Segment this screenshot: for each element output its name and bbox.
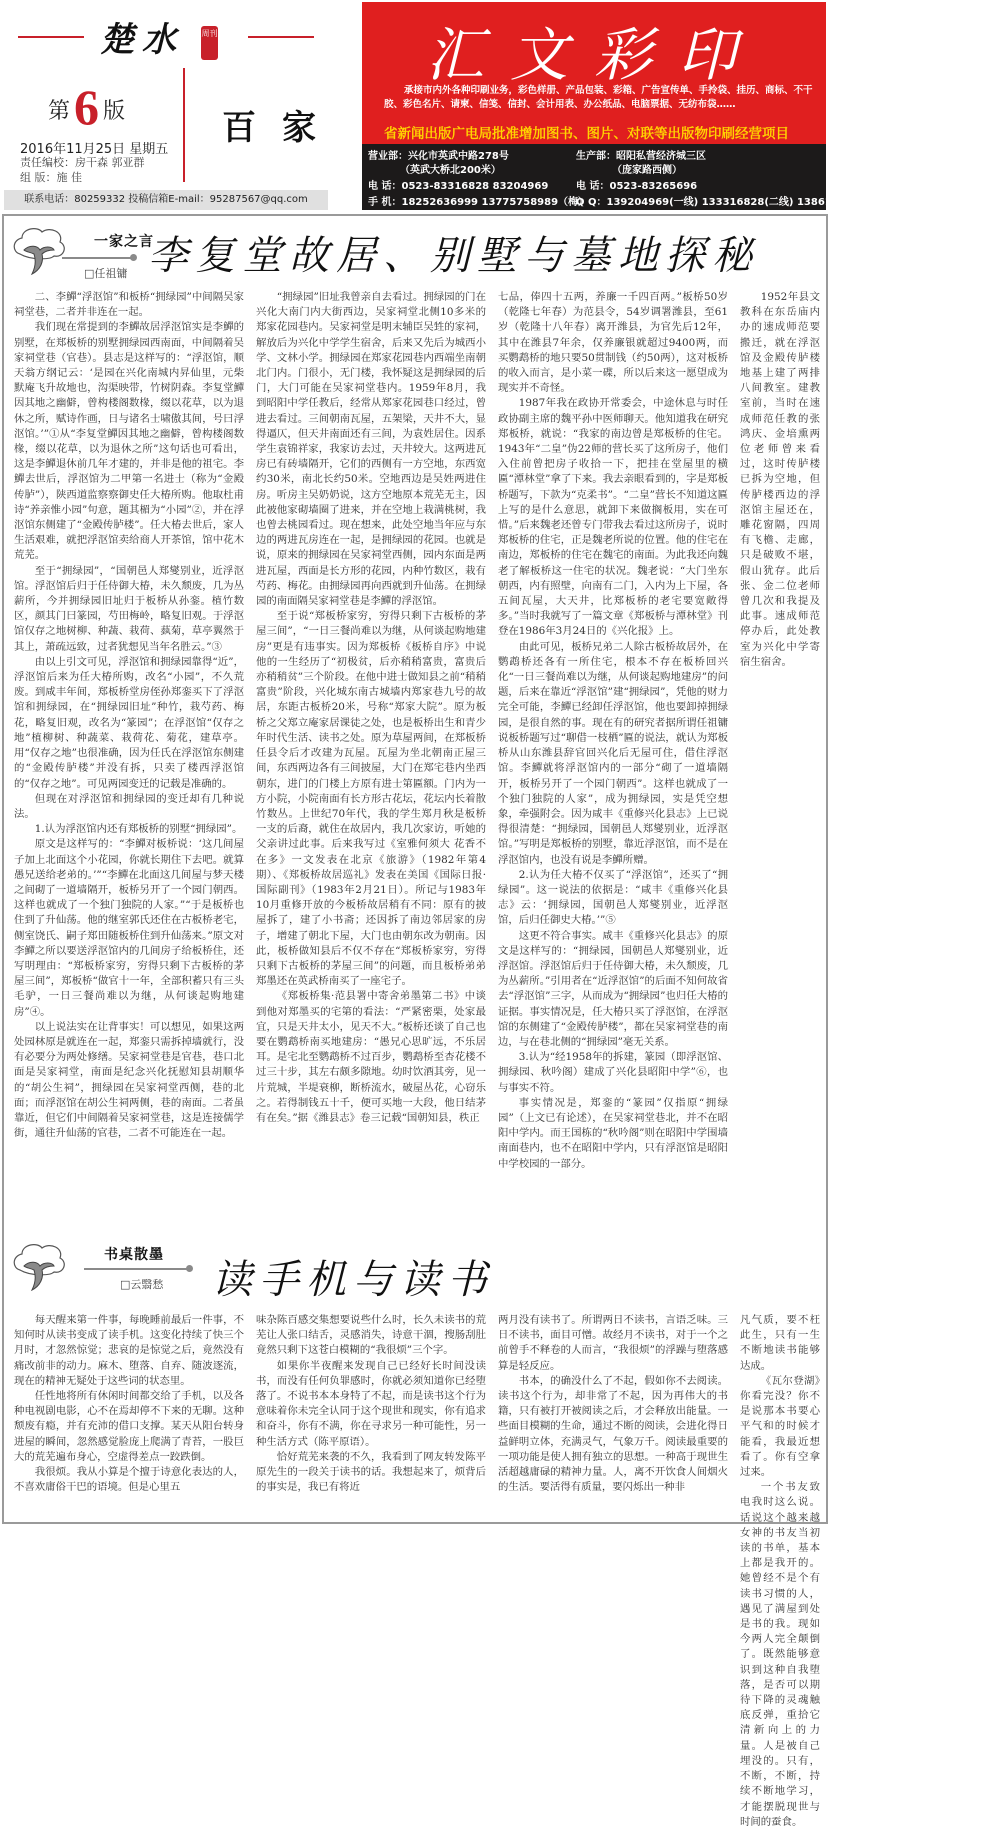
layout-line: 组 版：施 佳 [20, 171, 82, 184]
paragraph: 我很烦。我从小算是个擅于诗意化表达的人，不喜欢庸俗干巴的语境。但是心里五 [14, 1466, 244, 1494]
article1-column-1 [14, 290, 244, 1212]
editors [20, 155, 145, 185]
newspaper-title: 楚水 [100, 20, 184, 60]
paragraph: 《瓦尔登湖》你看完没？你不是说那本书要心平气和的时候才能看，我最近想看了。你有空拿过来。 [740, 1374, 820, 1479]
author-byline: □任祖镛 [84, 267, 128, 280]
paragraph: 这更不符合事实。咸丰《重修兴化县志》的原文是这样写的：“拥绿园，国朝邑人郑燮别业，近浮沤馆。浮沤馆后归于任侍御大椿，未久颓废，几为丛薪所。”引用者在“近浮沤馆”的后面不知何故省去“浮沤馆”三字，从而成为“拥绿园”也归任大椿的证据。事实情况是，任大椿只买了浮沤馆，在浮沤馆的东侧建了“金殿传胪楼”，都在吴家祠堂巷的南边，与在巷北侧的“拥绿园”毫无关系。 [498, 929, 728, 1048]
kicker-dot [130, 254, 137, 261]
ad-sales-address: 营业部：兴化市英武中路278号 [368, 151, 509, 162]
article2-column-3 [498, 1313, 728, 1519]
paragraph: 任性地将所有休闲时间都交给了手机，以及各种电视剧电影，心不在焉却停不下来的无聊。这种颓废有瘾，并有充沛的借口支撑。某天从阳台转身进屋的瞬间，忽然感觉脸庞上爬满了青苔，一股巨大的荒芜遍布身心，空虚得差点一跤跌倒。 [14, 1390, 244, 1463]
article2-column-4 [740, 1313, 820, 1828]
paragraph: 2.认为任大椿不仅买了“浮沤馆”，还买了“拥绿园”。这一说法的依据是：“咸丰《重修兴化县志》云：‘拥绿园，国朝邑人郑燮别业，近浮沤馆，后归任御史大椿。’”⑤ [498, 868, 728, 927]
paragraph: 由此可见，板桥兄弟二人除古板桥故居外，在鹦鹉桥还各有一所住宅，根本不存在板桥回兴化“一日三餐尚难以为继，从何谈起购地建房”的问题，后来在靠近“浮沤馆”建“拥绿园”，凭他的财力完全可能，李鱓已经卸任浮沤馆，他也要卸掉拥绿园，是很自然的事。现在有的研究者据所谓任祖镛说板桥题写过“聊借一枝栖”匾的说法，就认为郑板桥从山东潍县辞官回兴化后无屋可住，借住浮沤馆。李鱓就将浮沤馆内的一部分“砌了一道墙隔开，板桥另开了一个园门朝西”。这样也就成了一个独门独院的人家”，成为拥绿园，实是凭空想象，牵强附会。因为咸丰《重修兴化县志》上已说得很清楚：“拥绿园，国朝邑人郑燮别业，近浮沤馆。”写明是郑板桥的别墅，靠近浮沤馆，而不是在浮沤馆内，也没有说是李鱓所赠。 [498, 640, 728, 866]
ad-qq: Q Q：139204969(一线) 133316828(二线) 138616399(三线) [576, 197, 889, 208]
article-headline: 读手机与读书 [212, 1257, 494, 1303]
editor-line: 责任编校：房干森 郭亚群 [20, 156, 145, 169]
paragraph: 至于“拥绿园”，“国朝邑人郑燮别业，近浮沤馆。浮沤馆后归于任侍御大椿，未久颓废，几为丛薪所，今并拥绿园旧址归于板桥从孙銮。植竹数区，颜其门曰篆园，芍田梅岭，略复旧观。于浮沤馆仅存之地树柳、种蔬、栽荷、蓺菊，草亭翼然于其上，萧疏远致，过者犹想见当年名胜云。”③ [14, 564, 244, 653]
paragraph: 七品，俸四十五两，养廉一千四百两。”板桥50岁（乾隆七年春）为范县令，54岁调署潍县，至61岁（乾隆十八年春）离开潍县，为官先后12年，其中在潍县7年余，仅养廉银就超过9400两，而买鹦鹉桥的地只要50贯制钱（约50两），这对板桥的收入而言，是小菜一碟，所以后来这一愿望成为现实并不奇怪。 [498, 291, 728, 395]
page-number-digit: 6 [74, 79, 100, 135]
masthead-rule-left [18, 36, 84, 38]
paragraph: 但现在对浮沤馆和拥绿园的变迁却有几种说法。 [14, 792, 244, 820]
paragraph: 如果你半夜醒来发现自己已经好长时间没读书，而没有任何负罪感时，你就必须知道你已经堕落了。不说书本本身特了不起，而是读书这个行为意味着你未完全认同于这个现世和现实，你有追求和奋斗，你有不满，你在寻求另一种可能性，另一种生活方式（陈平原语）。 [256, 1359, 486, 1448]
page-number [48, 78, 125, 136]
issue-date: 2016年11月25日 星期五 [20, 142, 169, 157]
ad-production-address: 生产部：昭阳私营经济城三区 [576, 151, 706, 162]
paragraph: 《郑板桥集·范县署中寄舍弟墨第二书》中谈到他对郑墨买的宅第的看法：“严紧密栗，处家最宜，只是天井太小，见天不大。”板桥还谈了自己也要在鹦鹉桥南买地建房：“愚兄心思旷远，不乐居耳。是宅北至鹦鹉桥不过百步，鹦鹉桥至杏花楼不过三十步，其左右颇多隙地。幼时饮酒其旁，见一片荒城，半堤衰柳，断桥流水，破屋丛花，心窃乐之。若得制钱五十千，便可买地一大段，他日结茅有在矣。”据《潍县志》卷三记载“国朝知县，秩正 [256, 990, 486, 1124]
ad-sales-phone: 电 话：0523-83316828 83204969 [368, 181, 549, 192]
paragraph: 3.认为“经1958年的拆建，篆园（即浮沤馆、拥绿园、秋吟阁）建成了兴化县昭阳中学”⑥，也与事实不符。 [498, 1051, 728, 1094]
paragraph: 两月没有读书了。所谓两日不读书，言语乏味。三日不读书，面目可憎。故经月不读书，对于一个之前曾手不释卷的人而言，“我很烦”的浮躁与堕落感算是轻反应。 [498, 1314, 728, 1372]
tree-icon [10, 224, 68, 276]
column-kicker: 书桌散墨 [104, 1247, 164, 1263]
paragraph: “拥绿园”旧址我曾亲自去看过。拥绿园的门在兴化大南门内大街西边，吴家祠堂北侧10多米的郑家花园巷内。吴家祠堂是明末辅臣吴甡的家祠，解放后为兴化中学学生宿舍，后来又先后为城西小学、文林小学。拥绿园在郑家花园巷内西端坐南朝北门内。门很小，无门楼，我怀疑这是拥绿园的后门，大门可能在吴家祠堂巷内。1959年8月，我到昭阳中学任教后，经常从郑家花园巷口经过，曾进去看过。三间朝南瓦屋，五架梁，天井不大，显得逼仄，但天井南面还有三间，为袁姓居住。因系学生袁锦祥家，我家访去过，天井较大。这两进瓦房已有砖墙隔开，它们的西侧有一方空地，东西宽约30米，南北长约50米。空地西边是吴姓两进住房。听房主吴奶奶说，这方空地原本荒芜无主，因此被他家砌墙圈了进来，并在空地上栽满桃树，我也曾去桃园看过。现在想来，此处空地当年应与东边的两进瓦房连在一起，是拥绿园的花园。也就是说，原来的拥绿园在吴家祠堂西侧，园内东面是两进瓦屋，西面是长方形的花园，内种竹数区，栽有芍药、梅花。由拥绿园再向西就到升仙荡。在拥绿园的南面隔吴家祠堂巷是李鱓的浮沤馆。 [256, 291, 486, 608]
page-suffix: 版 [103, 99, 126, 124]
paragraph: 我们现在常提到的李鱓故居浮沤馆实是李鱓的别墅，在郑板桥的别墅拥绿园西南面，中间隔着吴家祠堂巷（官巷）。县志是这样写的：“浮沤馆，顺天翁方纲记云：‘是园在兴化南城内昇仙里，元柴默庵飞升故地也，沟渠映带，竹树阴森。李复堂鱓因其地之幽僻，曾构楼阁数椽，缀以花草，以为退休之所，赋诗作画，日与诸名士啸傲其间，号曰浮沤馆。’”①从“李复堂鱓因其地之幽僻，曾构楼阁数椽，缀以花草，以为退休之所”这句话也可看出，这是李鱓退休前几年才建的，并非是他的祖宅。李鱓去世后，浮沤馆为二甲第一名进士（称为“金殿传胪”），陕西道监察察御史任大椿所购。他取杜甫诗“养亲惟小园”句意，题其楣为“小园”②，并在浮沤馆东侧建了“金殿传胪楼”。任大椿去世后，家人生活艰难，就把浮沤馆卖给商人开茶馆，馆中花木荒芜。 [14, 321, 244, 562]
paragraph: 味杂陈百感交集想要说些什么时，长久未读书的荒芜让人张口结舌，灵感消失，诗意干涸，搜肠刮肚竟然只剩下这苍白模糊的“我很烦”三个字。 [256, 1314, 486, 1357]
paragraph: 1952年县文教科在东岳庙内办的速成师范要搬迁，就在浮沤馆及金殿传胪楼地基上建了两排八间教室。建教室前，当时在速成师范任教的张鸿庆、金培熏两位老师曾来看过，这时传胪楼已拆为空地，但传胪楼西边的浮沤馆主屋还在，雕花窗隔，四周有飞檐、走廊，只是破败不堪，假山犹存。此后张、金二位老师曾几次和我提及此事。速成师范停办后，此处教室为兴化中学寄宿生宿舍。 [740, 291, 820, 668]
ad-logo: 汇文彩印 [425, 21, 762, 89]
ad-description: 承接市内外各种印刷业务，彩色样册、产品包装、彩箱、广告宣传单、手拎袋、挂历、商标、不干胶、彩色名片、请柬、信笺、信封、会计用表、办公纸品、电脑票据、无纺布袋…… [384, 85, 813, 110]
masthead-rule-right [248, 36, 314, 38]
masthead-divider [183, 68, 185, 182]
kicker-dot [186, 1265, 193, 1272]
article1-column-3 [498, 290, 728, 1212]
article-headline: 李复堂故居、别墅与墓地探秘 [148, 233, 759, 279]
ad-production-address-2: （庞家路西侧） [612, 165, 682, 176]
ad-production-phone: 电 话：0523-83265696 [576, 181, 698, 192]
ad-mobile: 手 机：18252636999 13775758989（梅） [368, 197, 589, 208]
paragraph: 二、李鱓“浮沤馆”和板桥“拥绿园”中间隔吴家祠堂巷，二者并非连在一起。 [14, 291, 244, 319]
article2-column-2 [256, 1313, 486, 1519]
weekly-seal: 周刊 [201, 26, 218, 60]
paragraph: 恰好荒芜来袭的不久，我看到了网友转发陈平原先生的一段关于读书的话。我想起来了，烦背后的事实是，我已有将近 [256, 1450, 486, 1494]
contact-bar: 联系电话：80259332 投稿信箱E-mail：95287567@qq.com [4, 190, 328, 210]
paragraph: 1.认为浮沤馆内还有郑板桥的别墅“拥绿园”。 [34, 823, 243, 836]
article2-column-1 [14, 1313, 244, 1519]
author-byline: □云翳愁 [120, 1278, 164, 1291]
paragraph: 书本，的确没什么了不起，假如你不去阅读。读书这个行为，却非常了不起，因为再伟大的书籍，只有被打开被阅读之后，才会释放出能量。一些面目模糊的生命，通过不断的阅读，会进化得日益鲜明立体，充满灵气，气象万千。阅读最重要的一项功能是使人拥有独立的思想。一种高于现世生活超越庸碌的精神力量。人，离不开饮食人间烟火的生活。要活得有质量，要闪烁出一种非 [498, 1374, 728, 1494]
paragraph: 原文是这样写的：“李鱓对板桥说：‘这几间屋子加上北面这个小花园，你就长期住下去吧。就算愚兄送给老弟的。’”“李鱓在北面这几间屋与梦天楼之间砌了一道墙隔开，板桥另开了一个园门朝西。这样也就成了一个独门独院的人家。”“于是板桥也住到了升仙荡。他的继室郭氏还住在古板桥老宅，侧室饶氏、嗣子郑田随板桥住到升仙荡来。”原文对李鱓之所以要送浮沤馆内的几间房子给板桥住，还写明理由：“郑板桥家穷，穷得只剩下古板桥的茅屋三间”，郑板桥“做官十一年，全部积蓄只有三头毛驴，一日三餐尚难以为继，从何谈起购地建房”④。 [14, 838, 244, 1018]
ad-contact-panel [362, 144, 889, 210]
section-name: 百家 [222, 108, 342, 148]
paragraph: 凡气质，要不枉此生，只有一生不断地读书能够达成。 [740, 1314, 820, 1372]
ad-sales-address-2: （英武大桥北200米） [400, 165, 501, 176]
print-shop-ad [362, 2, 826, 144]
paragraph: 事实情况是，郑銮的“篆园”仅指原“拥绿园”（上文已有论述），在吴家祠堂巷北，并不在昭阳中学内。而王国栋的“秋吟阁”则在昭阳中学围墙南面巷内，也不在昭阳中学内，只有浮沤馆是昭阳中学校园的一部分。 [498, 1096, 728, 1170]
ad-approval: 省新闻出版广电局批准增加图书、图片、对联等出版物印刷经营项目 [384, 126, 789, 142]
column-kicker: 一家之言 [94, 234, 154, 250]
paragraph: 以上说法实在让背事实！可以想见，如果这两处园林原是就连在一起，郑銮只需拆掉墙就行，没有必要分为两处修缮。吴家祠堂巷是官巷，巷口北面是吴家祠堂，南面是纪念兴化抚慰知县胡顺华的“胡公生祠”，拥绿园在吴家祠堂西侧，巷的北面；而浮沤馆在胡公生祠两侧，巷的南面。二者虽靠近，但它们中间隔着吴家祠堂巷，这是连接儒学街，通往升仙荡的官巷，二者不可能连在一起。 [14, 1020, 244, 1140]
paragraph: 至于说“郑板桥家穷，穷得只剩下古板桥的茅屋三间”，“一日三餐尚难以为继，从何谈起购地建房”更是有违事实。因为郑板桥《板桥自序》中说他的一生经历了“初极贫，后亦稍稍富贵，富贵后亦稍稍贫”三个阶段。在他中进士做知县之前“稍稍富贵”阶段，兴化城东南古城墙内郑家巷九号的故居，东距古板桥20米，号称“郑家大院”。原为板桥之父郑立庵家居课徒之处，也是板桥出生和青少年时代生活、读书之处。原为草屋两间，在郑板桥任县令后才改建为瓦屋。瓦屋为坐北朝南正屋三间，东西两边各有三间披屋，大门在郑宅巷内坐西朝东，进门的门楼上方原有进士第匾额。门内为一方小院，小院南面有长方形古花坛，花坛内长着散竹数丛。上世纪70年代，我的学生郑月秋是板桥一支的后裔，就住在故居内，我几次家访，听她的父亲讲过此事。后来我写过《室雅何须大 花香不在多》一文发表在北京《旅游》（1982年第4期）、《郑板桥故居巡礼》发表在美国《国际日报·国际副刊》（1983年2月21日）。所记与1983年10月重修开放的今板桥故居稍有不同：原有的披屋拆了，建了小书斋；还因拆了南边邻居家的房子，增建了朝北下屋，大门也由朝东改为朝南。因此，板桥做知县后不仅不存在“郑板桥家穷，穷得只剩下古板桥的茅屋三间”的问题，而且板桥弟弟郑墨还在英武桥南买了一座宅子。 [256, 610, 486, 988]
paragraph: 每天醒来第一件事，每晚睡前最后一件事，不知何时从读书变成了读手机。这变化持续了快三个月时，才忽然惊觉；悲哀的是惊觉之后，竟然没有痛改前非的动力。麻木、堕落、自弃、随波逐流，现在的精神无疑处于这些词的状态里。 [14, 1314, 244, 1387]
paragraph: 一个书友致电我时这么说。话说这个越来越女神的书友当初读的书单，基本上都是我开的。她曾经不是个有读书习惯的人，遇见了满屋到处是书的我。现如今两人完全颠倒了。既然能够意识到这种自我堕落，是否可以期待下降的灵魂触底反弹，重拾它清新向上的力量。人是被自己埋没的。只有，不断，不断，持续不断地学习，才能摆脱现世与时间的蚕食。 [740, 1481, 820, 1828]
paragraph: 1987年我在政协开常委会，中途休息与时任政协副主席的魏平孙中医师聊天。他知道我在研究郑板桥，就说：“我家的南边曾是郑板桥的住宅。1943年“二皇”伪22师的营长买了这所房子，他们入住前曾把房子收拾一下，把挂在堂屋里的横匾“潭林堂”拿了下来。我去亲眼看到的，字是郑板桥题写，下款为“克柔书”。“二皇”营长不知道这匾上写的是什么意思，就卸下来做搁板用，实在可惜。”后来魏老还曾专门带我去看过这所房子，说时郑板桥的住宅，正是魏老所说的位置。他的住宅在南边，郑板桥的住宅在魏宅的南面。为此我还向魏老了解板桥这一住宅的状况。魏老说：“大门坐东朝西，内有照壁，向南有二门，入内为上下屋，各五间瓦屋，大天井，比郑板桥的老宅要宽敞得多。”当时我就写了一篇文章《郑板桥与潭林堂》刊登在1986年3月24日的《兴化报》上。 [498, 397, 728, 638]
kicker-rule [84, 1268, 188, 1270]
page-prefix: 第 [48, 99, 71, 124]
tree-icon [10, 1240, 68, 1292]
article1-column-2 [256, 290, 486, 1212]
kicker-rule [62, 257, 132, 259]
article1-column-4-text [740, 290, 820, 1212]
paragraph: 由以上引文可见，浮沤馆和拥绿园靠得“近”，浮沤馆后来为任大椿所购，改名“小园”，不久荒废。到咸丰年间，郑板桥堂房侄孙郑銮买下了浮沤馆和拥绿园，在“拥绿园旧址”种竹，栽芍药、梅花，略复旧观，改名为“篆园”；在浮沤馆“仅存之地”植柳树、种蔬菜、栽荷花、菊花，建草亭。用“仅存之地”也很准确，因为任氏在浮沤馆东侧建的“金殿传胪楼”并没有拆，只卖了楼西浮沤馆的“仅存之地”。可见两园变迁的记载是准确的。 [14, 655, 244, 790]
